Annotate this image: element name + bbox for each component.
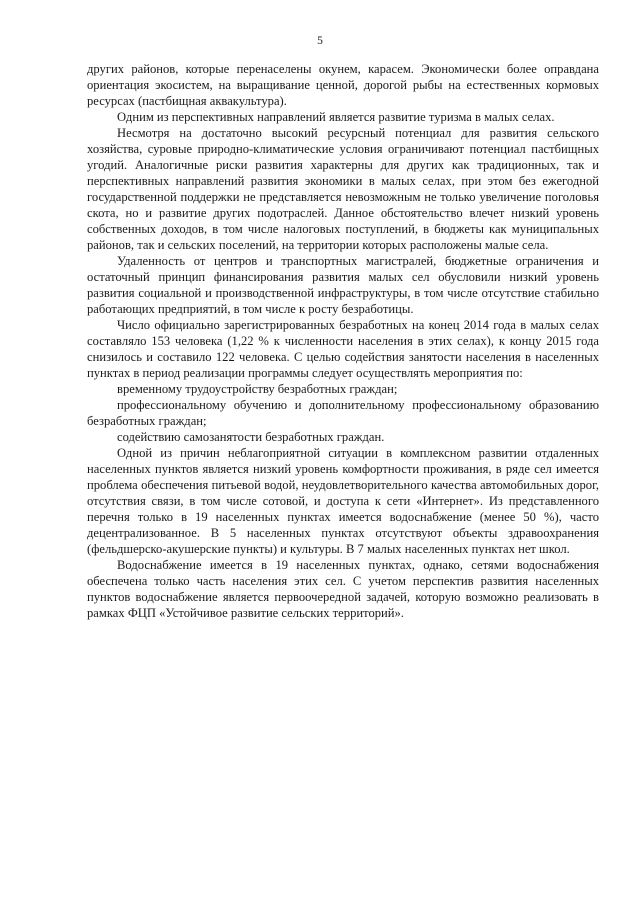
paragraph-5: Число официально зарегистрированных безработных на конец 2014 года в малых селах составляло 153 человека (1,22 % к численности населения в этих селах), к концу 2015 года снизилось и составило 122 человека. С целью содействия занятости населения в населенных пунктах в период реализации программы следует осуществлять мероприятия по: xyxy=(87,318,599,380)
list-item-1: временному трудоустройству безработных граждан; xyxy=(117,382,398,396)
list-item-2: профессиональному обучению и дополнительному профессиональному образованию безработных граждан; xyxy=(87,398,599,428)
paragraph-6: Одной из причин неблагоприятной ситуации в комплексном развитии отдаленных населенных пунктов является низкий уровень комфортности проживания, в ряде сел имеется проблема обеспечения питьевой водой, неудовлетворительного качества автомобильных дорог, отсутствия связи, в том числе сотовой, и доступа к сети «Интернет». Из представленного перечня только в 19 населенных пунктах имеется водоснабжение (менее 50 %), часто децентрализованное. В 5 населенных пунктах отсутствуют объекты здравоохранения (фельдшерско-акушерские пункты) и культуры. В 7 малых населенных пунктах нет школ. xyxy=(87,446,599,556)
page-number: 5 xyxy=(317,35,323,47)
paragraph-1: других районов, которые перенаселены окунем, карасем. Экономически более оправдана ориентация экосистем, на выращивание ценной, дорогой рыбы на естественных кормовых ресурсах (пастбищная аквакультура). xyxy=(87,62,599,108)
paragraph-3: Несмотря на достаточно высокий ресурсный потенциал для развития сельского хозяйства, суровые природно-климатические условия ограничивают потенциал пастбищных угодий. Аналогичные риски развития характерны для других как традиционных, так и перспективных направлений развития экономики в малых селах, при этом без ежегодной государственной поддержки не представляется невозможным не только увеличение поголовья скота, но и развитие других подотраслей. Данное обстоятельство влечет низкий уровень собственных доходов, в том числе налоговых поступлений, в бюджеты как муниципальных районов, так и сельских поселений, на территории которых расположены малые села. xyxy=(87,126,599,252)
list-item-3: содействию самозанятости безработных граждан. xyxy=(117,430,385,444)
paragraph-2: Одним из перспективных направлений является развитие туризма в малых селах. xyxy=(117,110,555,124)
document-body xyxy=(87,61,599,621)
paragraph-4: Удаленность от центров и транспортных магистралей, бюджетные ограничения и остаточный принцип финансирования развития малых сел обусловили низкий уровень развития социальной и производственной инфраструктуры, в том числе отсутствие стабильно работающих предприятий, в том числе к росту безработицы. xyxy=(87,254,599,316)
paragraph-7: Водоснабжение имеется в 19 населенных пунктах, однако, сетями водоснабжения обеспечена только часть населения этих сел. С учетом перспектив развития населенных пунктов водоснабжение является первоочередной задачей, которую возможно реализовать в рамках ФЦП «Устойчивое развитие сельских территорий». xyxy=(87,558,599,620)
